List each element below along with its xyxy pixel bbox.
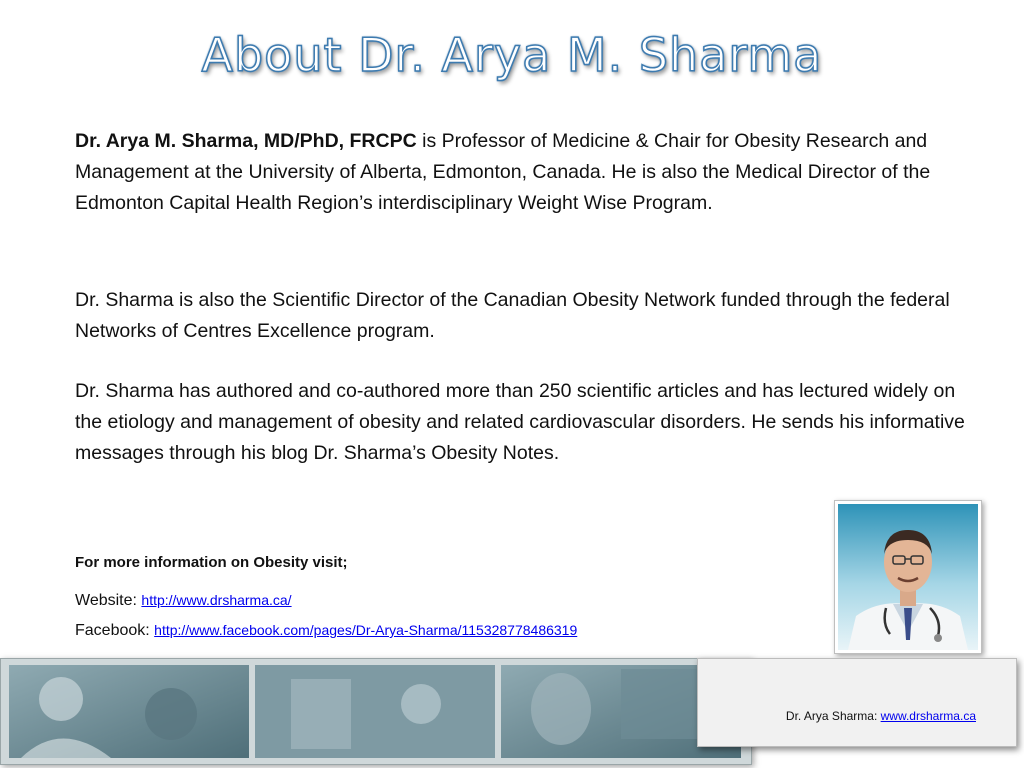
slide-title: About Dr. Arya M. Sharma [201,28,823,82]
decorative-photo-strip [0,658,752,765]
photo-strip-illustration [1,659,751,764]
website-link[interactable]: http://www.drsharma.ca/ [141,592,292,608]
bio-name-credentials: Dr. Arya M. Sharma, MD/PhD, FRCPC [75,130,417,152]
footer-box [697,658,1017,747]
footer-credit [786,709,976,723]
more-info-heading: For more information on Obesity visit; [75,554,348,571]
bio-paragraph-3: Dr. Sharma has authored and co-authored more than 250 scientific articles and has lectured widely on the etiology and management of obesity and related cardiovascular disorders. He sends his informative messages through his blog Dr. Sharma’s Obesity Notes. [75,380,965,464]
footer-link[interactable]: www.drsharma.ca [880,709,976,723]
facebook-link[interactable]: http://www.facebook.com/pages/Dr-Arya-Sharma/115328778486319 [154,622,578,638]
facebook-line [75,622,577,640]
footer-label: Dr. Arya Sharma: [785,709,881,723]
portrait-photo [834,500,982,654]
bio-paragraph-2: Dr. Sharma is also the Scientific Director of the Canadian Obesity Network funded through the federal Networks of Centres Excellence program. [75,289,950,342]
facebook-label: Facebook: [75,622,155,639]
website-line [75,592,292,610]
portrait-illustration [838,504,978,650]
bio-paragraph-1-text: is Professor of Medicine & Chair for Obesity Research and Management at the University of Alberta, Edmonton, Canada. He is also the Medical Director of the Edmonton Capital Health Region’s interdisciplinary Weight Wise Program. [75,130,931,214]
bio-paragraph-1 [75,126,980,219]
website-label: Website: [75,592,142,609]
